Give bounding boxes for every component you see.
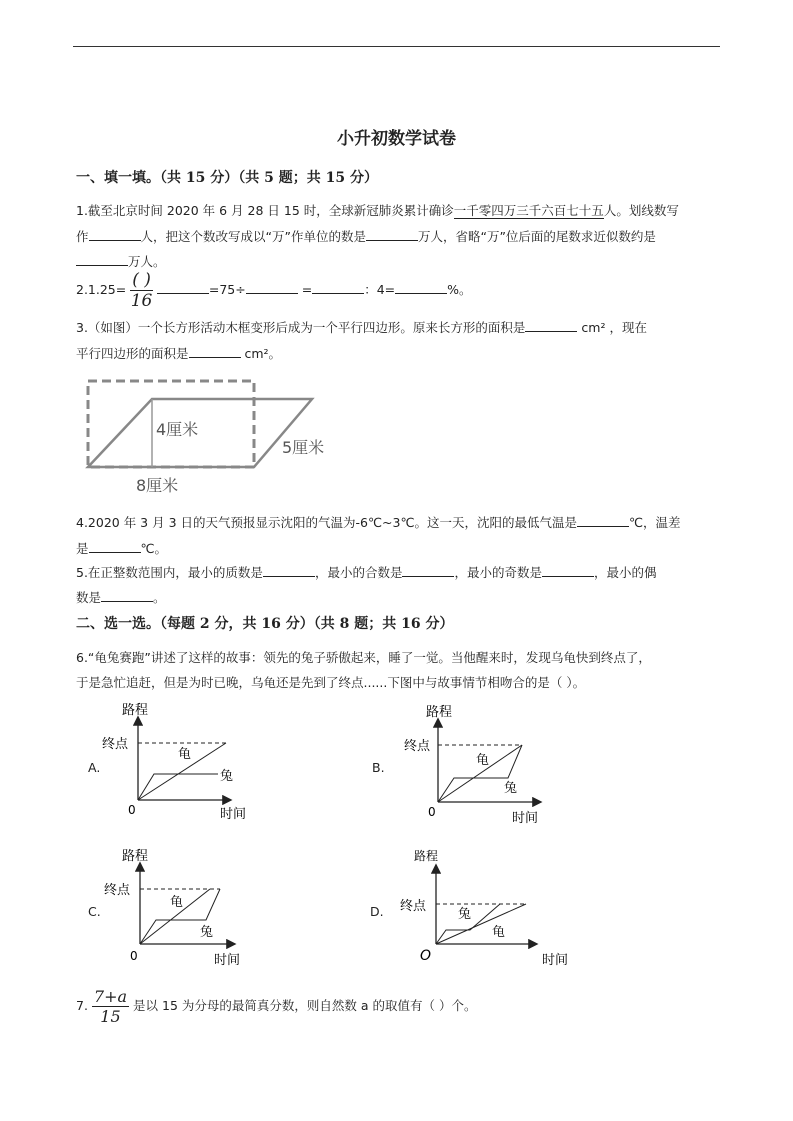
svg-text:时间: 时间 bbox=[542, 953, 569, 968]
graph-b[interactable] bbox=[400, 698, 580, 828]
svg-text:路程: 路程 bbox=[122, 849, 149, 864]
graph-c[interactable] bbox=[102, 842, 282, 972]
parallelogram bbox=[88, 399, 312, 467]
page-title: 小升初数学试卷 bbox=[337, 129, 456, 149]
q3-blank-2[interactable] bbox=[189, 345, 241, 358]
q3-figure bbox=[84, 375, 344, 500]
q3-blank-1[interactable] bbox=[525, 319, 577, 332]
label-height: 4厘米 bbox=[156, 420, 199, 439]
graph-a[interactable] bbox=[98, 696, 278, 826]
svg-text:路程: 路程 bbox=[414, 849, 439, 863]
svg-text:路程: 路程 bbox=[426, 705, 453, 720]
q5-blank-3[interactable] bbox=[542, 564, 594, 577]
label-side: 5厘米 bbox=[282, 438, 325, 457]
svg-text:兔: 兔 bbox=[458, 907, 472, 922]
svg-text:龟: 龟 bbox=[170, 895, 184, 910]
option-d-label[interactable]: D. bbox=[370, 904, 384, 919]
q6-line-2: 于是急忙追赶，但是为时已晚，乌龟还是先到了终点......下图中与故事情节相吻合的是（ ）。 bbox=[76, 675, 586, 690]
svg-text:龟: 龟 bbox=[492, 925, 506, 940]
q2-line: 2.1.25= $\frac{( )}{16}$ =75÷ = ：4= %。 bbox=[76, 270, 472, 311]
q3-line-2: 平行四边形的面积是 cm²。 bbox=[76, 346, 282, 361]
svg-text:时间: 时间 bbox=[512, 811, 539, 826]
q1-line-3: 万人。 bbox=[76, 252, 166, 270]
q7-fraction: $\frac{7+a}{15}$ bbox=[93, 987, 128, 1026]
svg-text:0: 0 bbox=[128, 803, 136, 817]
svg-text:兔: 兔 bbox=[504, 781, 518, 796]
svg-text:路程: 路程 bbox=[122, 703, 149, 718]
svg-text:时间: 时间 bbox=[220, 807, 247, 822]
q5-blank-4[interactable] bbox=[101, 589, 153, 602]
svg-text:终点: 终点 bbox=[104, 883, 131, 898]
q5-line-2: 数是 。 bbox=[76, 590, 166, 605]
q1-underlined-number: 一千零四万三千六百七十五 bbox=[453, 203, 604, 218]
q1-line-2: 作 人，把这个数改写成以“万”作单位的数是 万人，省略“万”位后面的尾数求近似数约是 bbox=[76, 229, 656, 244]
svg-text:龟: 龟 bbox=[178, 747, 192, 762]
q2-blank-2[interactable] bbox=[246, 281, 298, 294]
svg-text:0: 0 bbox=[428, 805, 436, 819]
header-rule bbox=[73, 46, 720, 47]
option-c-label[interactable]: C. bbox=[88, 904, 101, 919]
q1-blank-3[interactable] bbox=[76, 253, 128, 266]
q4-line-1: 4.2020 年 3 月 3 日的天气预报显示沈阳的气温为-6℃~3℃。这一天，沈阳的最低气温是 ℃，温差 bbox=[76, 515, 681, 530]
svg-text:兔: 兔 bbox=[200, 925, 214, 940]
svg-text:兔: 兔 bbox=[220, 769, 234, 784]
label-base: 8厘米 bbox=[136, 476, 179, 495]
svg-text:龟: 龟 bbox=[476, 753, 490, 768]
q4-blank-2[interactable] bbox=[89, 540, 141, 553]
svg-text:终点: 终点 bbox=[102, 737, 129, 752]
q3-line-1: 3.（如图）一个长方形活动木框变形后成为一个平行四边形。原来长方形的面积是 cm² ，现在 bbox=[76, 320, 647, 335]
q2-fraction: $\frac{( )}{16}$ bbox=[130, 270, 153, 311]
svg-text:0: 0 bbox=[130, 949, 138, 963]
q7-line: 7. $\frac{7+a}{15}$ 是以 15 为分母的最简真分数，则自然数 a 的取值有（ ）个。 bbox=[76, 987, 477, 1026]
q5-blank-1[interactable] bbox=[263, 564, 315, 577]
q1-line-1: 1.截至北京时间 2020 年 6 月 28 日 15 时，全球新冠肺炎累计确诊一千零四万三千六百七十五人。划线数写 bbox=[76, 203, 679, 218]
graph-d[interactable] bbox=[396, 842, 586, 972]
option-a-label[interactable]: A. bbox=[88, 760, 101, 775]
section-1-heading: 一、填一填。（共 15 分）（共 5 题；共 15 分） bbox=[76, 170, 378, 186]
svg-text:终点: 终点 bbox=[400, 899, 427, 914]
q5-line-1: 5.在正整数范围内，最小的质数是 ，最小的合数是 ，最小的奇数是 ，最小的偶 bbox=[76, 565, 657, 580]
q4-line-2: 是 ℃。 bbox=[76, 541, 168, 556]
svg-text:终点: 终点 bbox=[404, 739, 431, 754]
q4-blank-1[interactable] bbox=[577, 514, 629, 527]
q2-blank-3[interactable] bbox=[312, 281, 364, 294]
q1-blank-2[interactable] bbox=[366, 228, 418, 241]
section-2-heading: 二、选一选。（每题 2 分，共 16 分）（共 8 题；共 16 分） bbox=[76, 616, 454, 632]
q6-line-1: 6.“龟兔赛跑”讲述了这样的故事：领先的兔子骄傲起来，睡了一觉。当他醒来时，发现乌龟快到终点了， bbox=[76, 650, 651, 665]
q1-blank-1[interactable] bbox=[89, 228, 141, 241]
q2-blank-4[interactable] bbox=[395, 281, 447, 294]
svg-text:时间: 时间 bbox=[214, 953, 241, 968]
option-b-label[interactable]: B. bbox=[372, 760, 385, 775]
svg-text:O: O bbox=[420, 948, 432, 964]
q2-blank-1[interactable] bbox=[157, 281, 209, 294]
q5-blank-2[interactable] bbox=[402, 564, 454, 577]
